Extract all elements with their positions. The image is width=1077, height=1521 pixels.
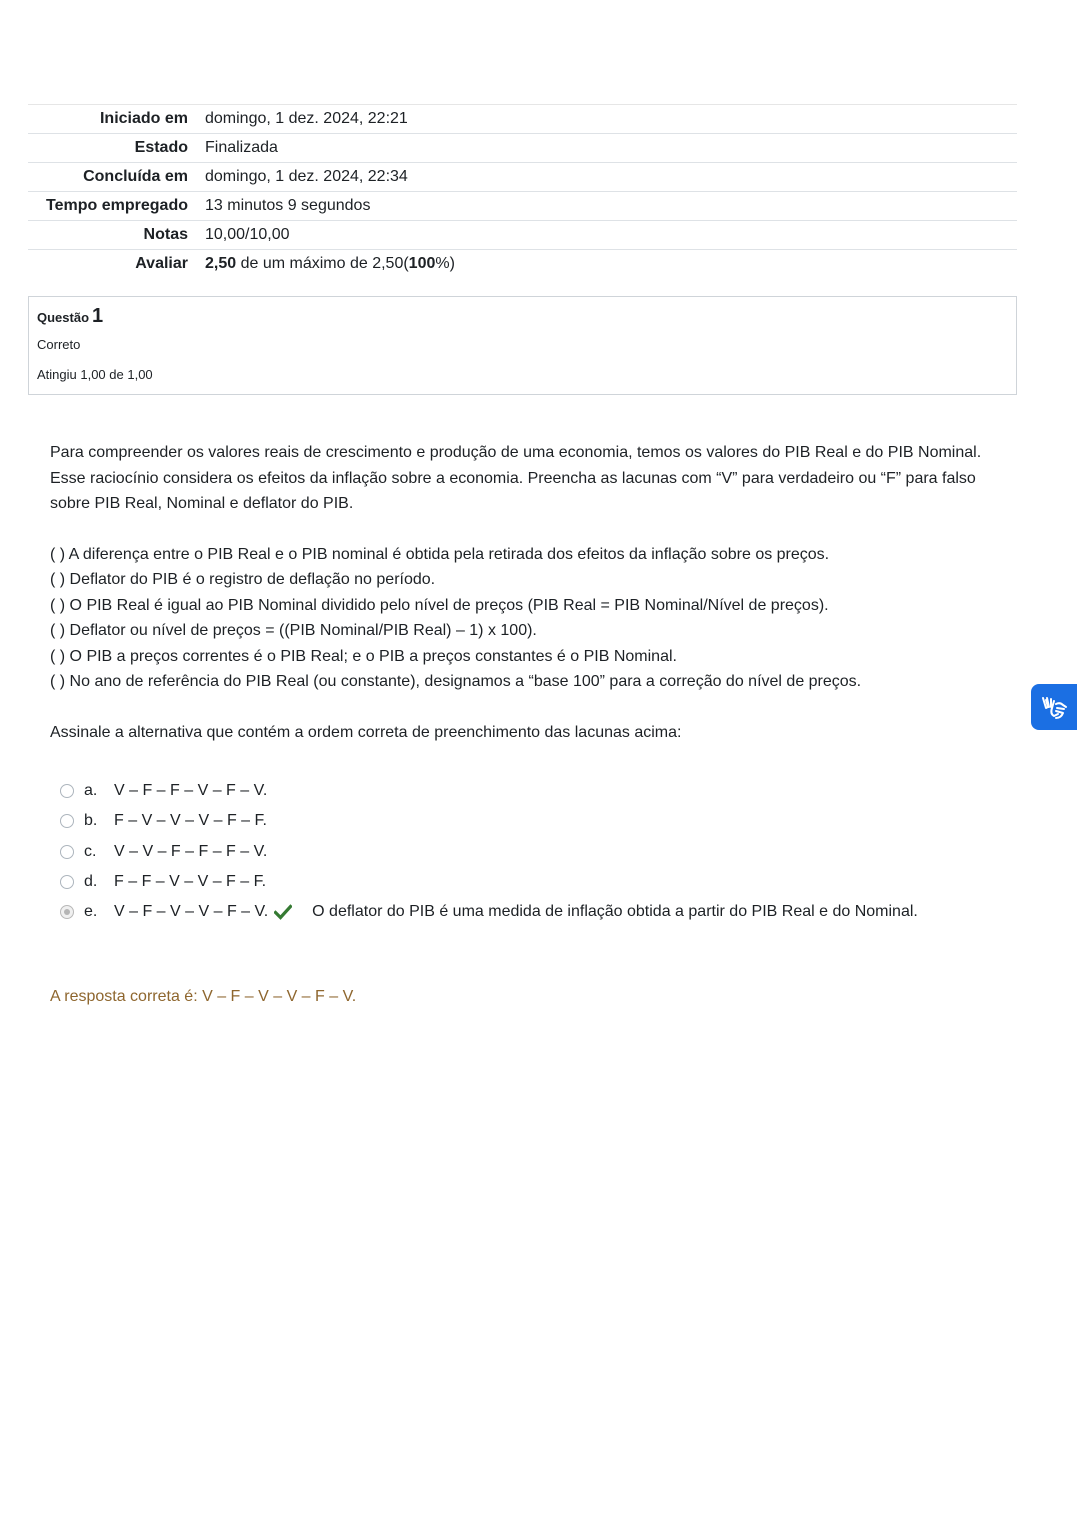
summary-row-completed [28, 163, 1017, 192]
right-answer-text: A resposta correta é: V – F – V – V – F – V. [50, 988, 357, 1005]
summary-label: Concluída em [83, 168, 188, 185]
grade-score: 2,50 [205, 255, 237, 272]
summary-row-state [28, 134, 1017, 163]
answer-option-d[interactable] [58, 867, 1018, 897]
summary-value: 13 minutos 9 segundos [205, 197, 371, 214]
summary-label: Avaliar [135, 255, 188, 272]
answer-text: F – V – V – V – F – F. [114, 812, 267, 830]
statement-item: ( ) Deflator do PIB é o registro de deflação no período. [50, 571, 436, 588]
answer-text: V – V – F – F – F – V. [114, 842, 268, 860]
answer-letter: a. [84, 782, 98, 800]
answer-letter: d. [84, 873, 98, 891]
radio-button[interactable] [60, 845, 74, 859]
question-prompt: Assinale a alternativa que contém a ordem correta de preenchimento das lacunas acima: [50, 723, 682, 741]
answer-option-b[interactable] [58, 806, 1018, 836]
answer-text: V – F – V – V – F – V. [114, 903, 269, 921]
answer-option-c[interactable] [58, 837, 1018, 867]
answer-letter: e. [84, 903, 98, 921]
summary-value: domingo, 1 dez. 2024, 22:34 [205, 168, 408, 185]
radio-button-selected[interactable] [60, 905, 74, 919]
radio-button[interactable] [60, 875, 74, 889]
summary-value: Finalizada [205, 139, 278, 156]
summary-label: Iniciado em [99, 110, 188, 127]
answer-option-a[interactable] [58, 776, 1018, 806]
question-grade: Atingiu 1,00 de 1,00 [37, 367, 153, 382]
grade-end-text: %) [435, 255, 455, 272]
question-number-value: 1 [92, 305, 104, 327]
correct-check-icon [274, 904, 292, 920]
summary-label: Estado [134, 139, 188, 156]
summary-label: Tempo empregado [46, 197, 188, 214]
summary-row-marks [28, 221, 1017, 250]
answer-text: F – F – V – V – F – F. [114, 873, 267, 891]
summary-row-time-taken [28, 192, 1017, 221]
summary-label: Notas [143, 226, 188, 243]
statement-item: ( ) O PIB Real é igual ao PIB Nominal dividido pelo nível de preços (PIB Real = PIB Nominal/Nível de preços). [50, 596, 829, 614]
question-label: Questão [37, 310, 90, 325]
grade-middle-text: de um máximo de 2,50( [236, 255, 409, 272]
answer-text: V – F – F – V – F – V. [114, 782, 268, 800]
statement-item: ( ) O PIB a preços correntes é o PIB Real; e o PIB a preços constantes é o PIB Nominal. [50, 647, 677, 665]
vlibras-accessibility-button[interactable] [1031, 684, 1077, 730]
grade-percent: 100 [408, 255, 436, 272]
answer-option-e[interactable] [58, 897, 1018, 927]
statement-item: ( ) No ano de referência do PIB Real (ou constante), designamos a “base 100” para a correção do nível de preços. [50, 673, 862, 690]
radio-button[interactable] [60, 814, 74, 828]
question-intro: Para compreender os valores reais de crescimento e produção de uma economia, temos os valores do PIB Real e do PIB Nominal. Esse raciocínio considera os efeitos da inflação sobre a economia. Preencha as lacunas com “V” para verdadeiro ou “F” para falso sobre PIB Real, Nominal e deflator do PIB. [50, 444, 982, 512]
question-state: Correto [37, 337, 81, 352]
quiz-summary-table [28, 104, 1017, 278]
statement-item: ( ) Deflator ou nível de preços = ((PIB Nominal/PIB Real) – 1) x 100). [50, 622, 537, 639]
answer-letter: c. [84, 842, 97, 860]
summary-value: 10,00/10,00 [205, 226, 290, 243]
question-number [37, 305, 103, 328]
summary-row-grade [28, 250, 1017, 279]
answer-letter: b. [84, 812, 98, 830]
answer-options [58, 776, 1018, 927]
summary-value [196, 250, 1017, 279]
question-text [50, 440, 990, 745]
sign-language-hands-icon [1039, 692, 1069, 722]
answer-feedback: O deflator do PIB é uma medida de inflação obtida a partir do PIB Real e do Nominal. [312, 903, 918, 921]
question-info-box [28, 296, 1017, 395]
summary-row-started [28, 105, 1017, 134]
statement-item: ( ) A diferença entre o PIB Real e o PIB nominal é obtida pela retirada dos efeitos da inflação sobre os preços. [50, 545, 830, 563]
summary-value: domingo, 1 dez. 2024, 22:21 [205, 110, 408, 127]
radio-button[interactable] [60, 784, 74, 798]
